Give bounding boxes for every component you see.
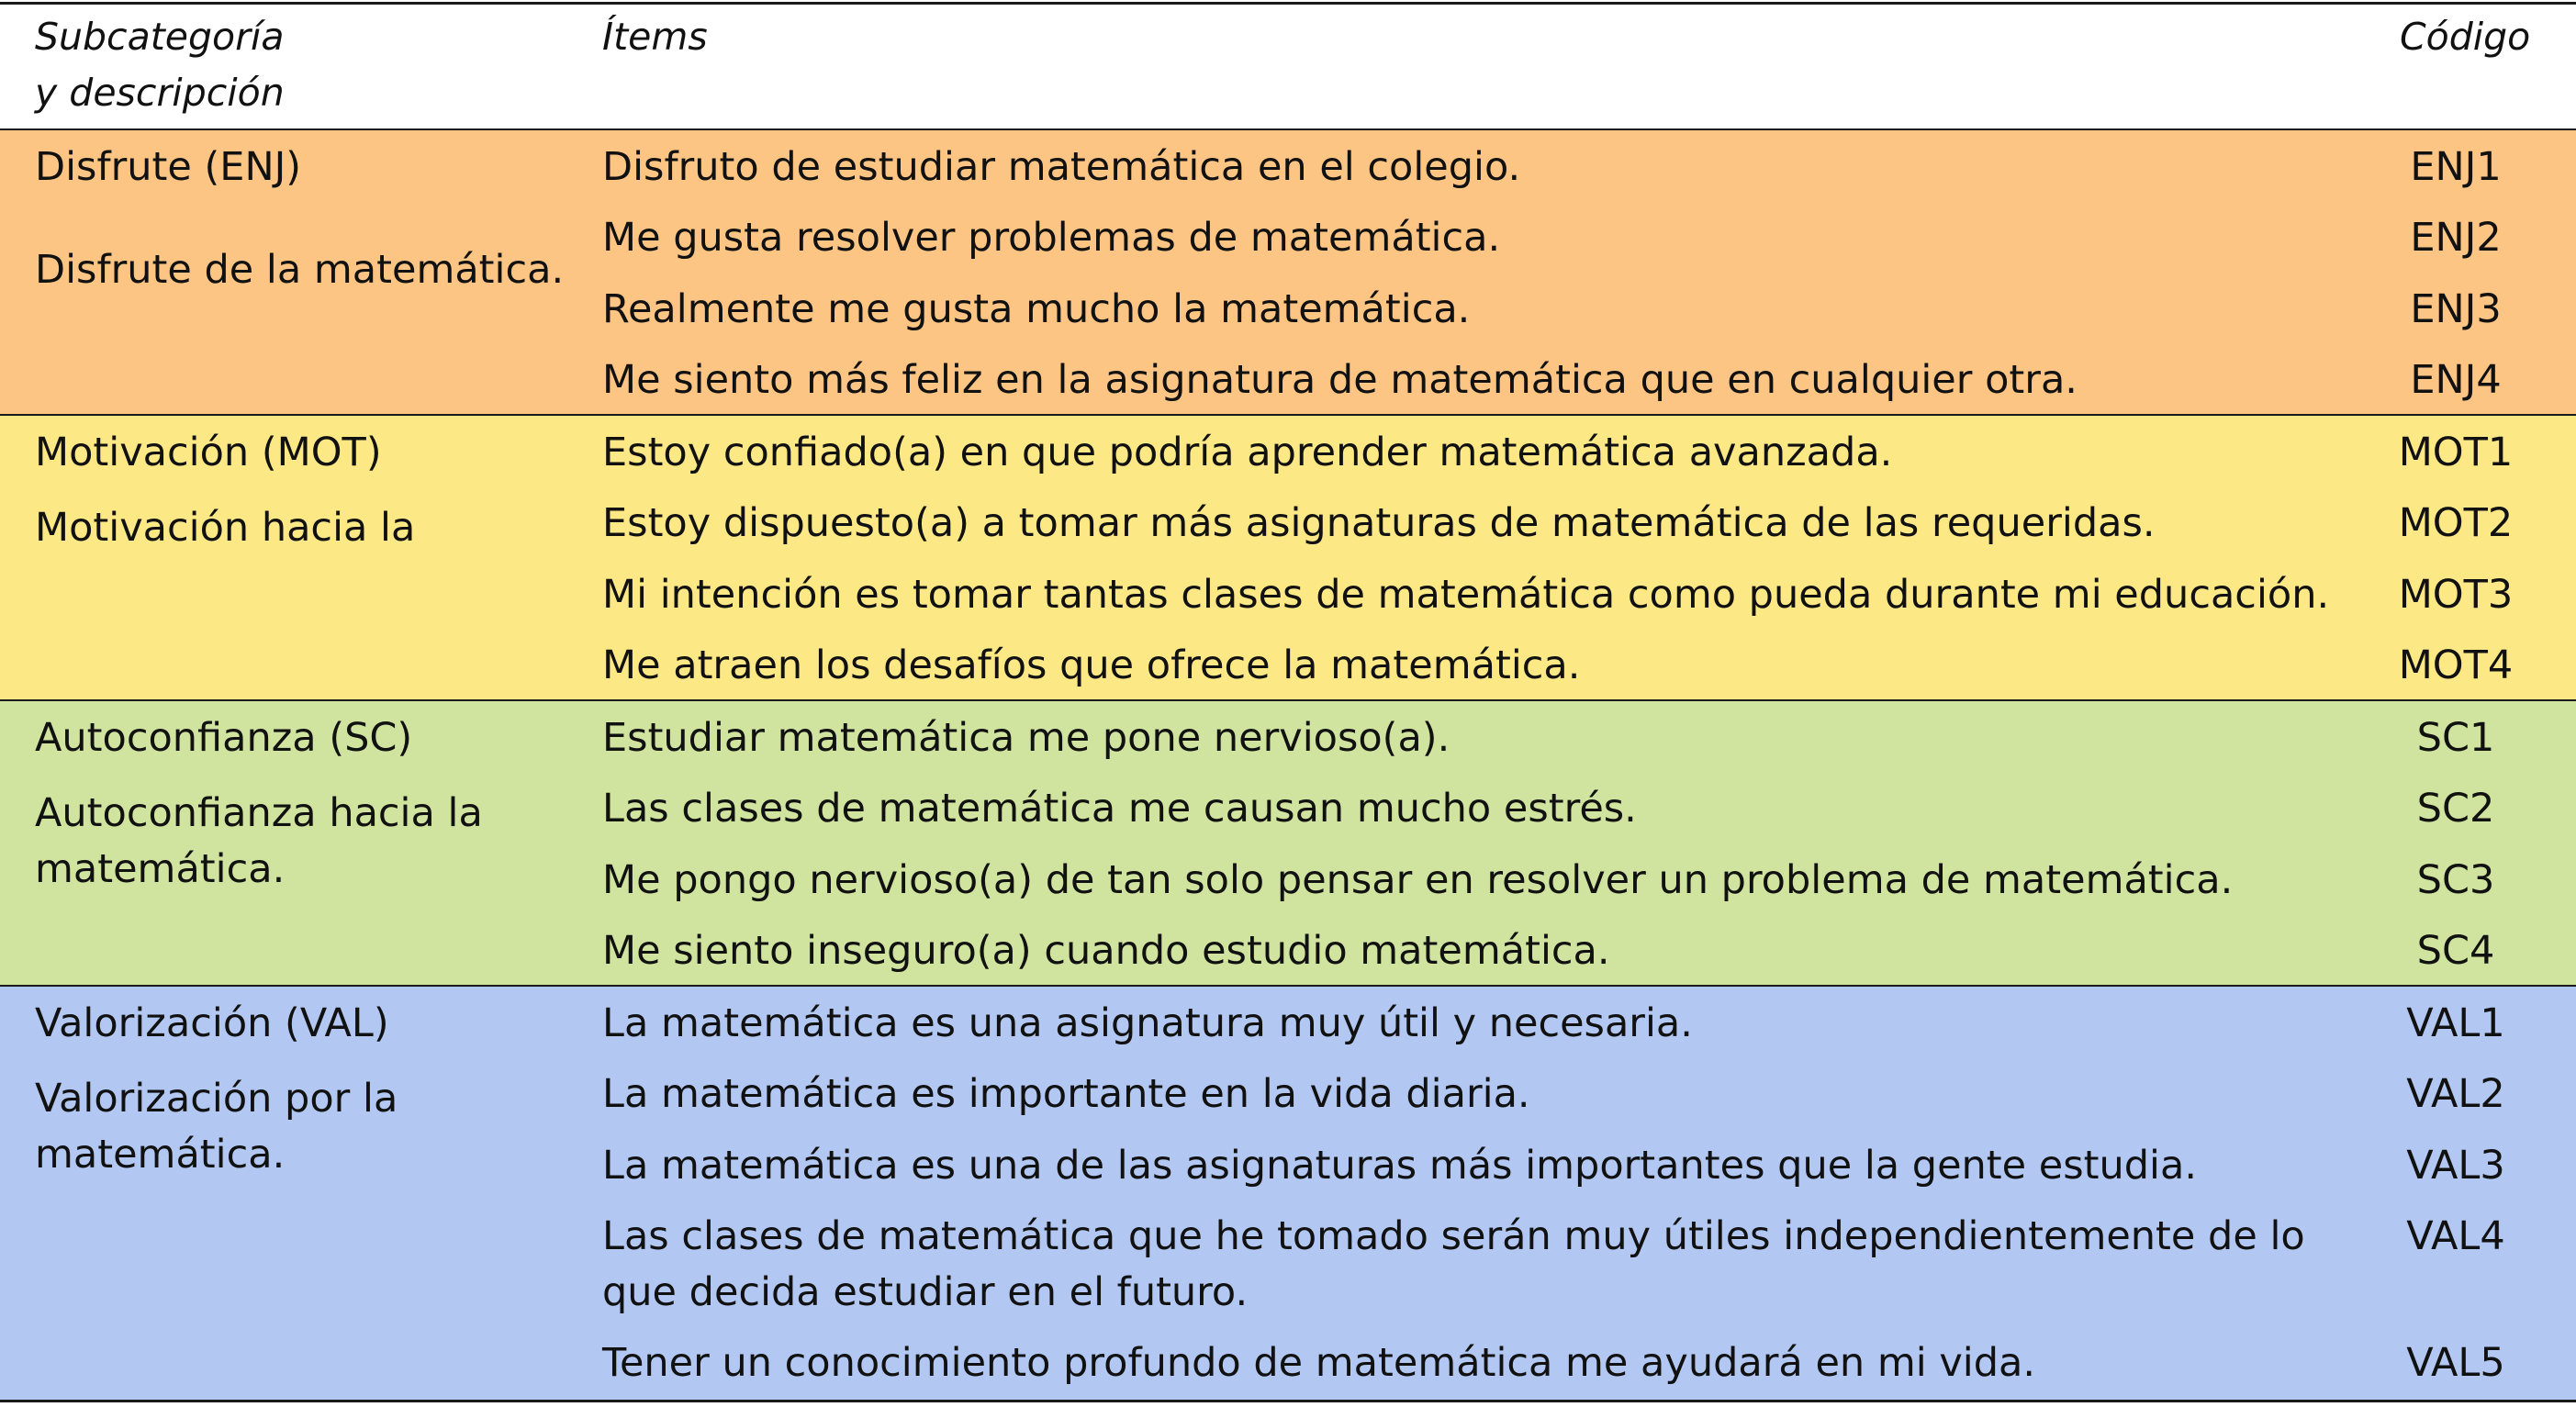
item-text: Disfruto de estudiar matemática en el colegio. <box>602 144 1521 190</box>
item-text: La matemática es una de las asignaturas más importantes que la gente estudia. <box>602 1143 2198 1189</box>
section-title: Motivación (MOT) <box>35 430 382 475</box>
item-code: VAL3 <box>2406 1143 2505 1189</box>
header-subcategory: Subcategoría y descripción <box>35 15 285 115</box>
section-description: Valorización por la matemática. <box>35 1076 398 1178</box>
item-text: Estoy confiado(a) en que podría aprender matemática avanzada. <box>602 430 1893 475</box>
item-text: Realmente me gusta mucho la matemática. <box>602 286 1471 332</box>
item-text: Me siento más feliz en la asignatura de matemática que en cualquier otra. <box>602 357 2078 403</box>
item-code: VAL2 <box>2406 1071 2505 1117</box>
item-text: Estudiar matemática me pone nervioso(a). <box>602 715 1450 761</box>
header-code: Código <box>2400 15 2531 59</box>
item-code: ENJ3 <box>2410 286 2502 332</box>
item-code: ENJ4 <box>2410 357 2502 403</box>
table-top-rule <box>0 2 2576 5</box>
section-description: Disfrute de la matemática. <box>35 247 565 293</box>
item-code: MOT2 <box>2398 500 2514 546</box>
section-title: Disfrute (ENJ) <box>35 144 302 190</box>
item-text: Estoy dispuesto(a) a tomar más asignaturas de matemática de las requeridas. <box>602 500 2156 546</box>
item-code: SC3 <box>2416 857 2495 903</box>
section-value <box>0 987 2576 1400</box>
item-text: La matemática es importante en la vida diaria. <box>602 1071 1530 1117</box>
item-text: Me pongo nervioso(a) de tan solo pensar en resolver un problema de matemática. <box>602 857 2234 903</box>
section-description: Motivación hacia la <box>35 505 416 551</box>
header-items: Ítems <box>602 15 708 59</box>
item-code: ENJ2 <box>2410 215 2502 261</box>
item-text: Me gusta resolver problemas de matemática. <box>602 215 1501 261</box>
section-motivation <box>0 416 2576 700</box>
item-code: SC1 <box>2416 715 2495 761</box>
item-text: Mi intención es tomar tantas clases de matemática como pueda durante mi educación. <box>602 572 2330 618</box>
item-code: MOT3 <box>2398 572 2514 618</box>
item-text: Las clases de matemática me causan mucho estrés. <box>602 786 1637 832</box>
item-text: Tener un conocimiento profundo de matemática me ayudará en mi vida. <box>602 1340 2036 1386</box>
item-code: MOT4 <box>2398 642 2514 688</box>
item-code: SC2 <box>2416 786 2495 832</box>
section-title: Autoconfianza (SC) <box>35 715 413 761</box>
section-self-confidence <box>0 701 2576 986</box>
item-text: Me atraen los desafíos que ofrece la matemática. <box>602 642 1581 688</box>
item-code: VAL5 <box>2406 1340 2505 1386</box>
item-code: VAL1 <box>2406 1000 2505 1046</box>
section-enjoyment <box>0 130 2576 415</box>
section-title: Valorización (VAL) <box>35 1000 389 1046</box>
section-description: Autoconfianza hacia la matemática. <box>35 790 483 892</box>
item-text: La matemática es una asignatura muy útil y necesaria. <box>602 1000 1693 1046</box>
item-code: VAL4 <box>2406 1213 2505 1259</box>
item-code: ENJ1 <box>2410 144 2502 190</box>
item-text: Me siento inseguro(a) cuando estudio matemática. <box>602 928 1610 974</box>
item-code: SC4 <box>2416 928 2495 974</box>
item-text: Las clases de matemática que he tomado serán muy útiles independientemente de lo que decida estudiar en el futuro. <box>602 1213 2305 1315</box>
table-bottom-rule <box>0 1400 2576 1402</box>
item-code: MOT1 <box>2398 430 2514 475</box>
